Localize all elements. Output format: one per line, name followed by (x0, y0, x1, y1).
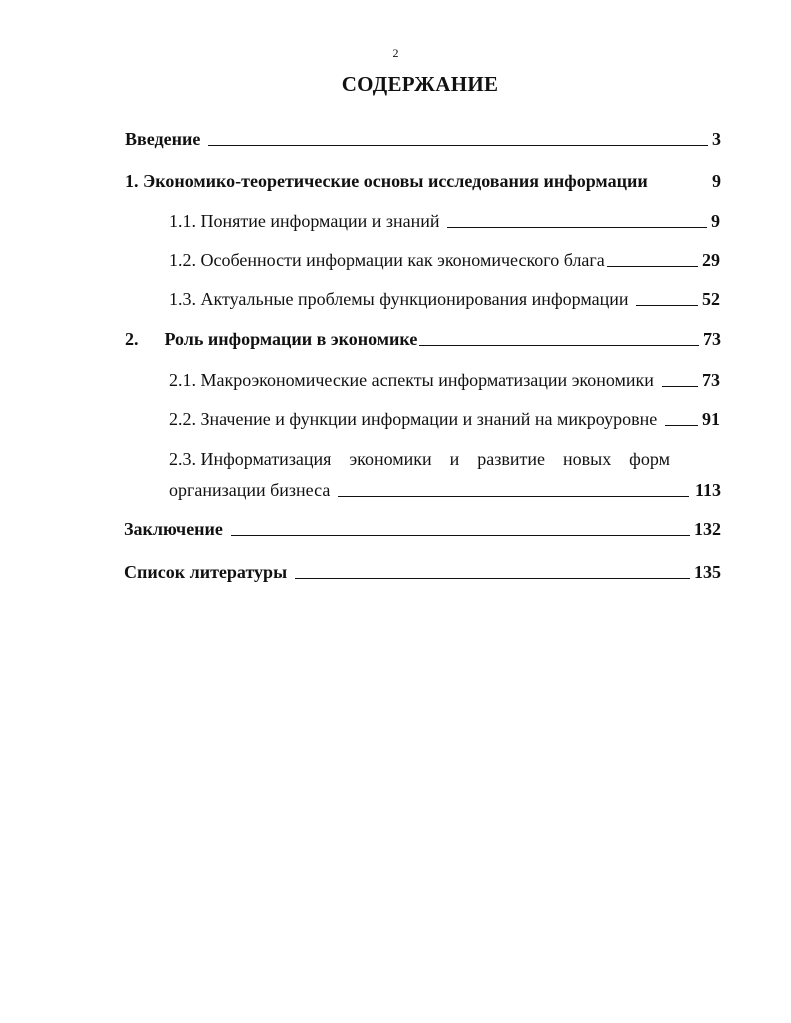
toc-entry-chapter-2[interactable] (125, 328, 721, 350)
toc-entry-label: 2.2. Значение и функции информации и знаний на микроуровне (169, 409, 658, 429)
toc-word: экономики (349, 449, 432, 469)
toc-entry-label: 1.1. Понятие информации и знаний (169, 211, 440, 231)
toc-entry-section-1-1[interactable] (169, 210, 720, 232)
toc-leader-line (338, 496, 689, 497)
toc-leader-line (231, 535, 690, 536)
toc-entry-label-line-1 (169, 448, 670, 470)
toc-leader-line (419, 345, 699, 346)
toc-page-number: 132 (694, 519, 721, 539)
toc-page-number: 91 (702, 409, 720, 429)
toc-page-number: 9 (711, 211, 720, 231)
toc-page-number: 52 (702, 289, 720, 309)
toc-page-number: 135 (694, 562, 721, 582)
toc-leader-line (208, 145, 708, 146)
toc-page-number: 9 (712, 171, 721, 191)
toc-entry-section-2-2[interactable] (169, 408, 720, 430)
toc-entry-introduction[interactable] (125, 128, 721, 150)
toc-word: развитие (477, 449, 545, 469)
page-number: 2 (392, 46, 399, 60)
toc-word: форм (629, 449, 670, 469)
toc-entry-section-1-3[interactable] (169, 288, 720, 310)
toc-word: и (449, 449, 460, 469)
toc-entry-label: Заключение (124, 519, 223, 539)
toc-entry-label: 2.1. Макроэкономические аспекты информатизации экономики (169, 370, 654, 390)
toc-leader-line (636, 305, 698, 306)
toc-entry-chapter-1[interactable] (125, 170, 721, 192)
toc-entry-number: 2. (125, 329, 139, 349)
toc-entry-label: Роль информации в экономике (164, 329, 418, 349)
toc-leader-line (447, 227, 707, 228)
toc-page-number: 113 (694, 480, 721, 500)
toc-entry-label-line-2 (169, 479, 721, 501)
toc-page-number: 3 (712, 129, 721, 149)
toc-entry-label: Список литературы (124, 562, 288, 582)
toc-page-number: 29 (702, 250, 720, 270)
toc-page-number: 73 (703, 329, 721, 349)
toc-leader-line (662, 386, 698, 387)
toc-word: новых (562, 449, 612, 469)
page-title: СОДЕРЖАНИЕ (341, 72, 499, 96)
toc-entry-section-2-1[interactable] (169, 369, 720, 391)
toc-entry-label: Введение (125, 129, 201, 149)
toc-entry-label: 1.2. Особенности информации как экономического блага (169, 250, 605, 270)
toc-leader-line (607, 266, 698, 267)
toc-entry-conclusion[interactable] (124, 518, 721, 540)
toc-entry-section-2-3[interactable] (169, 448, 721, 501)
toc-entry-references[interactable] (124, 561, 721, 583)
toc-leader-line (665, 425, 698, 426)
toc-leader-line (295, 578, 690, 579)
toc-entry-section-1-2[interactable] (169, 249, 720, 271)
toc-word: 2.3. Информатизация (169, 449, 332, 469)
toc-entry-label: 1. Экономико-теоретические основы исследования информации (125, 171, 648, 191)
toc-entry-label: организации бизнеса (169, 480, 331, 500)
toc-entry-label: 1.3. Актуальные проблемы функционирования информации (169, 289, 629, 309)
toc-page-number: 73 (702, 370, 720, 390)
